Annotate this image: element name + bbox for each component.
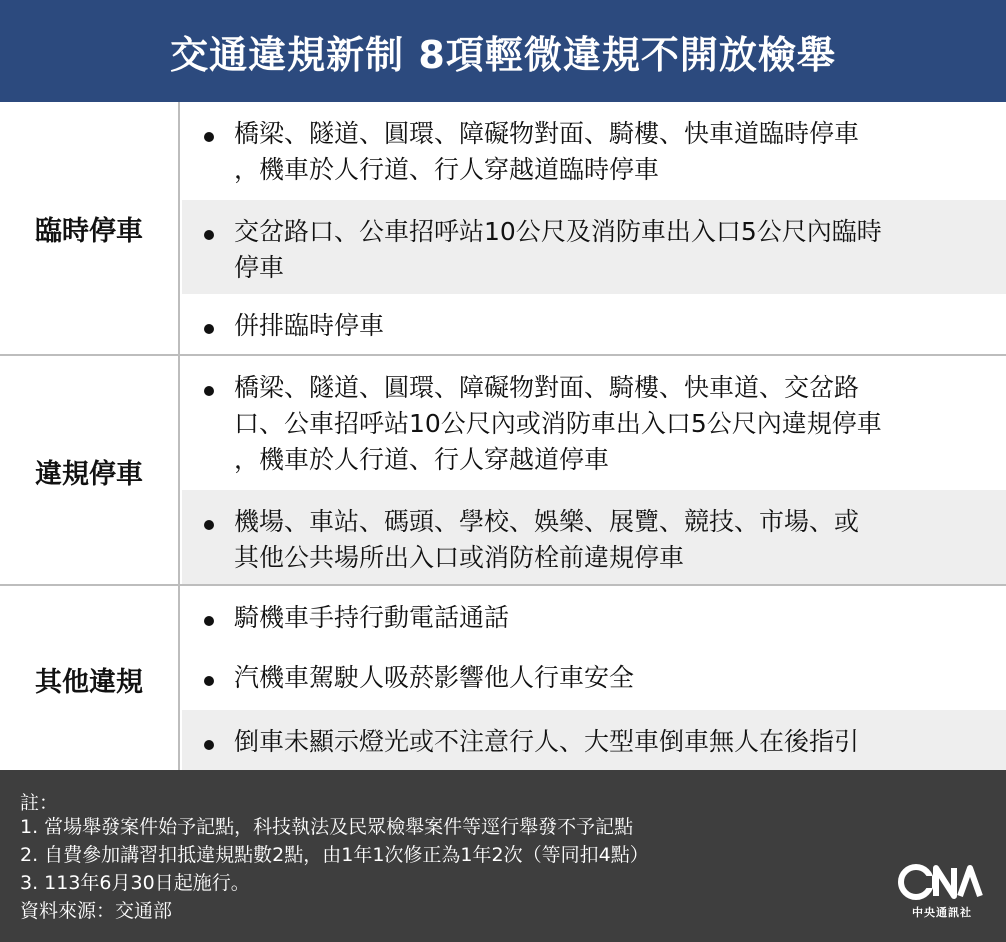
bullet-icon xyxy=(204,740,214,750)
logo-text: 中央通訊社 xyxy=(912,906,972,919)
group-label: 違規停車 xyxy=(0,356,180,586)
notes-footer xyxy=(0,770,1006,942)
source-line: 資料來源：交通部 xyxy=(20,900,173,922)
bullet-icon xyxy=(204,676,214,686)
note-line: 1. 當場舉發案件始予記點，科技執法及民眾檢舉案件等逕行舉發不予記點 xyxy=(20,816,634,838)
group-label: 臨時停車 xyxy=(0,102,180,354)
list-item xyxy=(182,710,1006,772)
item-text: 併排臨時停車 xyxy=(234,311,385,340)
item-text: 機場、車站、碼頭、學校、娛樂、展覽、競技、市場、或 其他公共場所出入口或消防栓前違規停車 xyxy=(234,507,860,572)
group-label: 其他違規 xyxy=(0,586,180,772)
group-temporary-parking xyxy=(0,102,1006,354)
bullet-icon xyxy=(204,520,214,530)
bullet-icon xyxy=(204,616,214,626)
list-item xyxy=(182,646,1006,710)
item-text: 汽機車駕駛人吸菸影響他人行車安全 xyxy=(234,663,635,692)
group-illegal-parking xyxy=(0,354,1006,586)
note-line: 3. 113年6月30日起施行。 xyxy=(20,872,250,894)
bullet-icon xyxy=(204,324,214,334)
title-banner xyxy=(0,0,1006,102)
cna-logo xyxy=(896,862,988,920)
item-text: 橋梁、隧道、圓環、障礙物對面、騎樓、快車道臨時停車 ，機車於人行道、行人穿越道臨時停車 xyxy=(234,119,860,184)
list-item xyxy=(182,490,1006,586)
list-item xyxy=(182,356,1006,490)
item-text: 騎機車手持行動電話通話 xyxy=(234,603,510,632)
list-item xyxy=(182,102,1006,200)
group-other-violations xyxy=(0,584,1006,772)
bullet-icon xyxy=(204,132,214,142)
note-line: 2. 自費參加講習扣抵違規點數2點，由1年1次修正為1年2次（等同扣4點） xyxy=(20,844,649,866)
bullet-icon xyxy=(204,386,214,396)
notes-heading: 註： xyxy=(20,792,59,814)
list-item xyxy=(182,200,1006,294)
violation-table xyxy=(0,102,1006,770)
item-text: 橋梁、隧道、圓環、障礙物對面、騎樓、快車道、交岔路 口、公車招呼站10公尺內或消防車出入口5公尺內違規停車 ，機車於人行道、行人穿越道停車 xyxy=(234,373,882,474)
page-title: 交通違規新制 8項輕微違規不開放檢舉 xyxy=(170,32,836,77)
list-item xyxy=(182,294,1006,354)
item-text: 倒車未顯示燈光或不注意行人、大型車倒車無人在後指引 xyxy=(234,727,860,756)
bullet-icon xyxy=(204,230,214,240)
list-item xyxy=(182,586,1006,646)
item-text: 交岔路口、公車招呼站10公尺及消防車出入口5公尺內臨時 停車 xyxy=(234,217,882,282)
cna-logo-icon xyxy=(898,862,986,902)
